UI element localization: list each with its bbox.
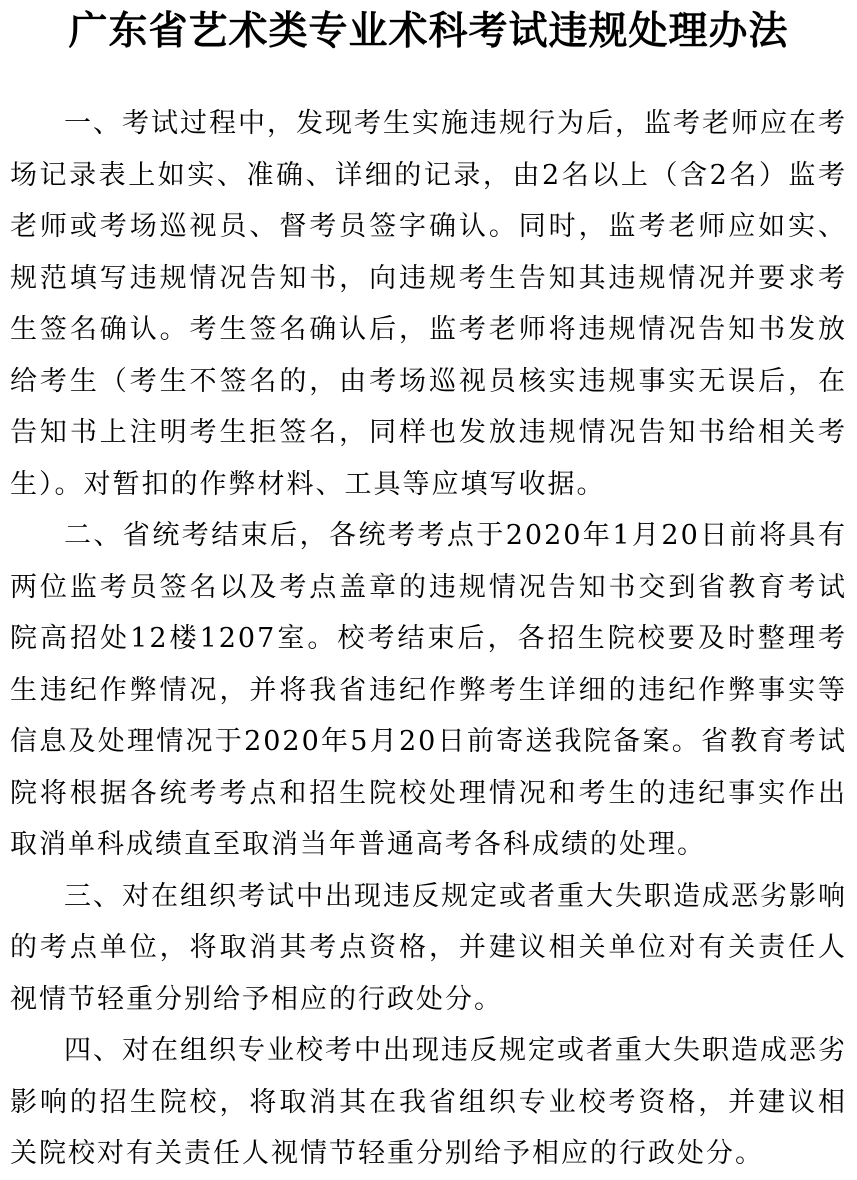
paragraph-1: 一、考试过程中，发现考生实施违规行为后，监考老师应在考场记录表上如实、准确、详细的记录，由2名以上（含2名）监考老师或考场巡视员、督考员签字确认。同时，监考老师应如实、规范填写违规情况告知书，向违规考生告知其违规情况并要求考生签名确认。考生签名确认后，监考老师将违规情况告知书发放给考生（考生不签名的，由考场巡视员核实违规事实无误后，在告知书上注明考生拒签名，同样也发放违规情况告知书给相关考生）。对暂扣的作弊材料、工具等应填写收据。 — [10, 108, 847, 500]
paragraph-3: 三、对在组织考试中出现违反规定或者重大失职造成恶劣影响的考点单位，将取消其考点资格，并建议相关单位对有关责任人视情节轻重分别给予相应的行政处分。 — [10, 880, 847, 1015]
document-title: 广东省艺术类专业术科考试违规处理办法 — [68, 9, 789, 54]
paragraph-2: 二、省统考结束后，各统考考点于2020年1月20日前将具有两位监考员签名以及考点盖章的违规情况告知书交到省教育考试院高招处12楼1207室。校考结束后，各招生院校要及时整理考生违纪作弊情况，并将我省违纪作弊考生详细的违纪作弊事实等信息及处理情况于2020年5月20日前寄送我院备案。省教育考试院将根据各统考考点和招生院校处理情况和考生的违纪事实作出取消单科成绩直至取消当年普通高考各科成绩的处理。 — [10, 520, 847, 860]
paragraph-4: 四、对在组织专业校考中出现违反规定或者重大失职造成恶劣影响的招生院校，将取消其在我省组织专业校考资格，并建议相关院校对有关责任人视情节轻重分别给予相应的行政处分。 — [10, 1035, 847, 1169]
